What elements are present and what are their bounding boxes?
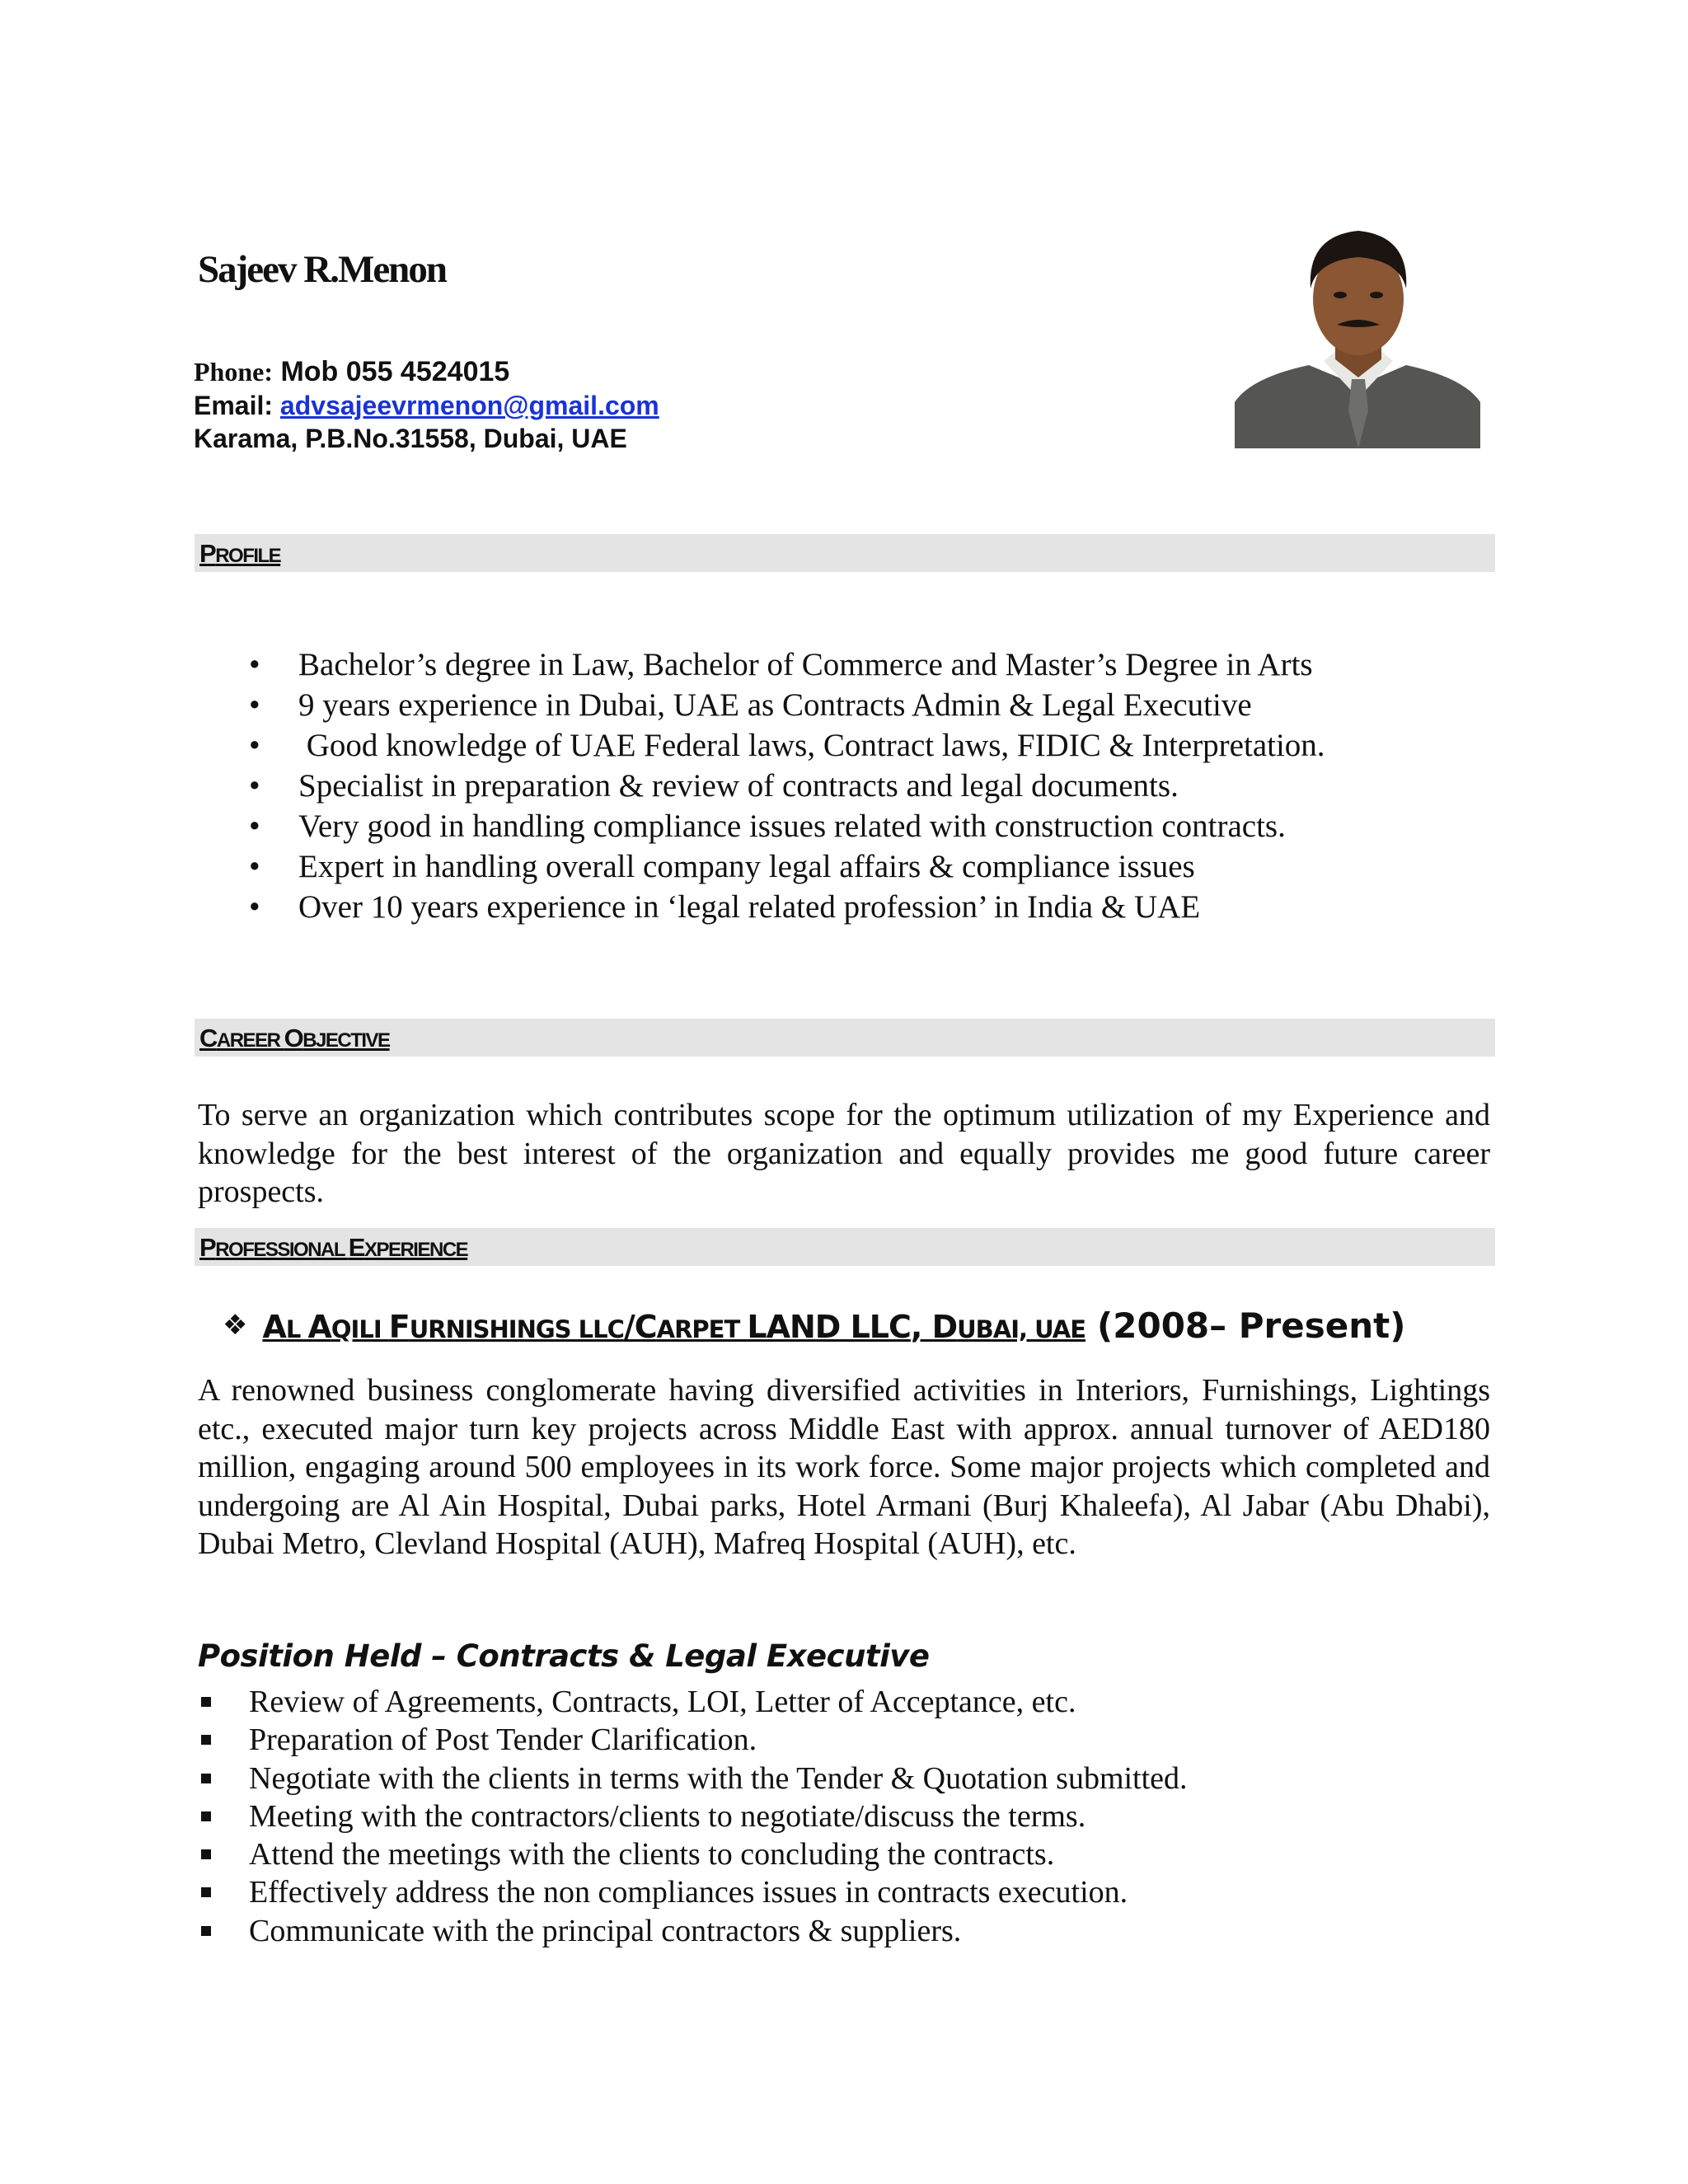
company-description: A renowned business conglomerate having diversified activities in Interiors, Furnishings, Lightings etc., executed major turn key projects across Middle East with approx. annual turnover of AED180 million, engaging around 500 employees in its work force. Some major projects which completed and undergoing are Al Ain Hospital, Dubai parks, Hotel Armani (Burj Khaleefa), Al Jabar (Abu Dhabi), Dubai Metro, Clevland Hospital (AUH), Mafreq Hospital (AUH), etc. (198, 1373, 1490, 1561)
list-item: Attend the meetings with the clients to concluding the contracts. (198, 1835, 1188, 1873)
square-bullet-icon (201, 1926, 211, 1936)
square-bullet-icon (201, 1735, 211, 1745)
contact-address: Karama, P.B.No.31558, Dubai, UAE (194, 424, 627, 453)
disc-bullet-icon: • (249, 728, 260, 763)
disc-bullet-icon: • (249, 647, 260, 682)
list-item: Meeting with the contractors/clients to negotiate/discuss the terms. (198, 1797, 1188, 1835)
disc-bullet-icon: • (249, 687, 260, 723)
career-objective-text: To serve an organization which contributes scope for the optimum utilization of my Experience and knowledge for the best interest of the organization and equally provides me good future career prospects. (198, 1098, 1490, 1209)
list-item: • 9 years experience in Dubai, UAE as Contracts Admin & Legal Executive (249, 685, 1325, 725)
list-item: Review of Agreements, Contracts, LOI, Letter of Acceptance, etc. (198, 1683, 1188, 1721)
list-item: Preparation of Post Tender Clarification. (198, 1721, 1188, 1759)
disc-bullet-icon: • (249, 889, 260, 925)
square-bullet-icon (201, 1811, 211, 1821)
section-header-career-objective (195, 1019, 1495, 1057)
square-bullet-icon (201, 1697, 211, 1707)
list-item: • Specialist in preparation & review of contracts and legal documents. (249, 766, 1325, 806)
diamond-cluster-icon: ❖ (223, 1309, 248, 1342)
list-item: • Very good in handling compliance issues related with construction contracts. (249, 806, 1325, 846)
square-bullet-icon (201, 1774, 211, 1783)
email-label: Email: (194, 391, 274, 420)
candidate-name: Sajeev R.Menon (198, 248, 446, 291)
profile-list (249, 644, 1325, 927)
section-header-profile (195, 534, 1495, 572)
list-item: Negotiate with the clients in terms with the Tender & Quotation submitted. (198, 1760, 1188, 1797)
list-item: • Bachelor’s degree in Law, Bachelor of Commerce and Master’s Degree in Arts (249, 644, 1325, 685)
position-title: Position Held – Contracts & Legal Executive (198, 1638, 930, 1674)
section-title-professional-experience: PROFESSIONAL EXPERIENCE (199, 1233, 468, 1262)
company-heading (223, 1305, 1405, 1346)
list-item: Communicate with the principal contractors & suppliers. (198, 1912, 1188, 1950)
list-item: • Expert in handling overall company legal affairs & compliance issues (249, 846, 1325, 887)
section-title-profile: PROFILE (199, 539, 281, 568)
duties-list (198, 1683, 1188, 1950)
list-item: • Over 10 years experience in ‘legal related profession’ in India & UAE (249, 887, 1325, 927)
section-header-professional-experience (195, 1228, 1495, 1266)
disc-bullet-icon: • (249, 768, 260, 804)
section-title-career-objective: CAREER OBJECTIVE (199, 1024, 390, 1052)
employment-period: (2008– Present) (1097, 1305, 1406, 1346)
contact-phone (194, 356, 509, 388)
email-link[interactable]: advsajeevrmenon@gmail.com (279, 391, 659, 420)
profile-photo (1235, 213, 1480, 448)
phone-value: Mob 055 4524015 (280, 356, 510, 387)
contact-email (194, 391, 659, 421)
square-bullet-icon (201, 1887, 211, 1897)
phone-label: Phone: (194, 357, 273, 387)
disc-bullet-icon: • (249, 808, 260, 844)
square-bullet-icon (201, 1849, 211, 1859)
list-item: • Good knowledge of UAE Federal laws, Contract laws, FIDIC & Interpretation. (249, 725, 1325, 766)
disc-bullet-icon: • (249, 849, 260, 884)
company-name: AL AQILI FURNISHINGS LLC/CARPET LAND LLC, DUBAI, UAE (262, 1309, 1086, 1345)
list-item: Effectively address the non compliances issues in contracts execution. (198, 1873, 1188, 1911)
